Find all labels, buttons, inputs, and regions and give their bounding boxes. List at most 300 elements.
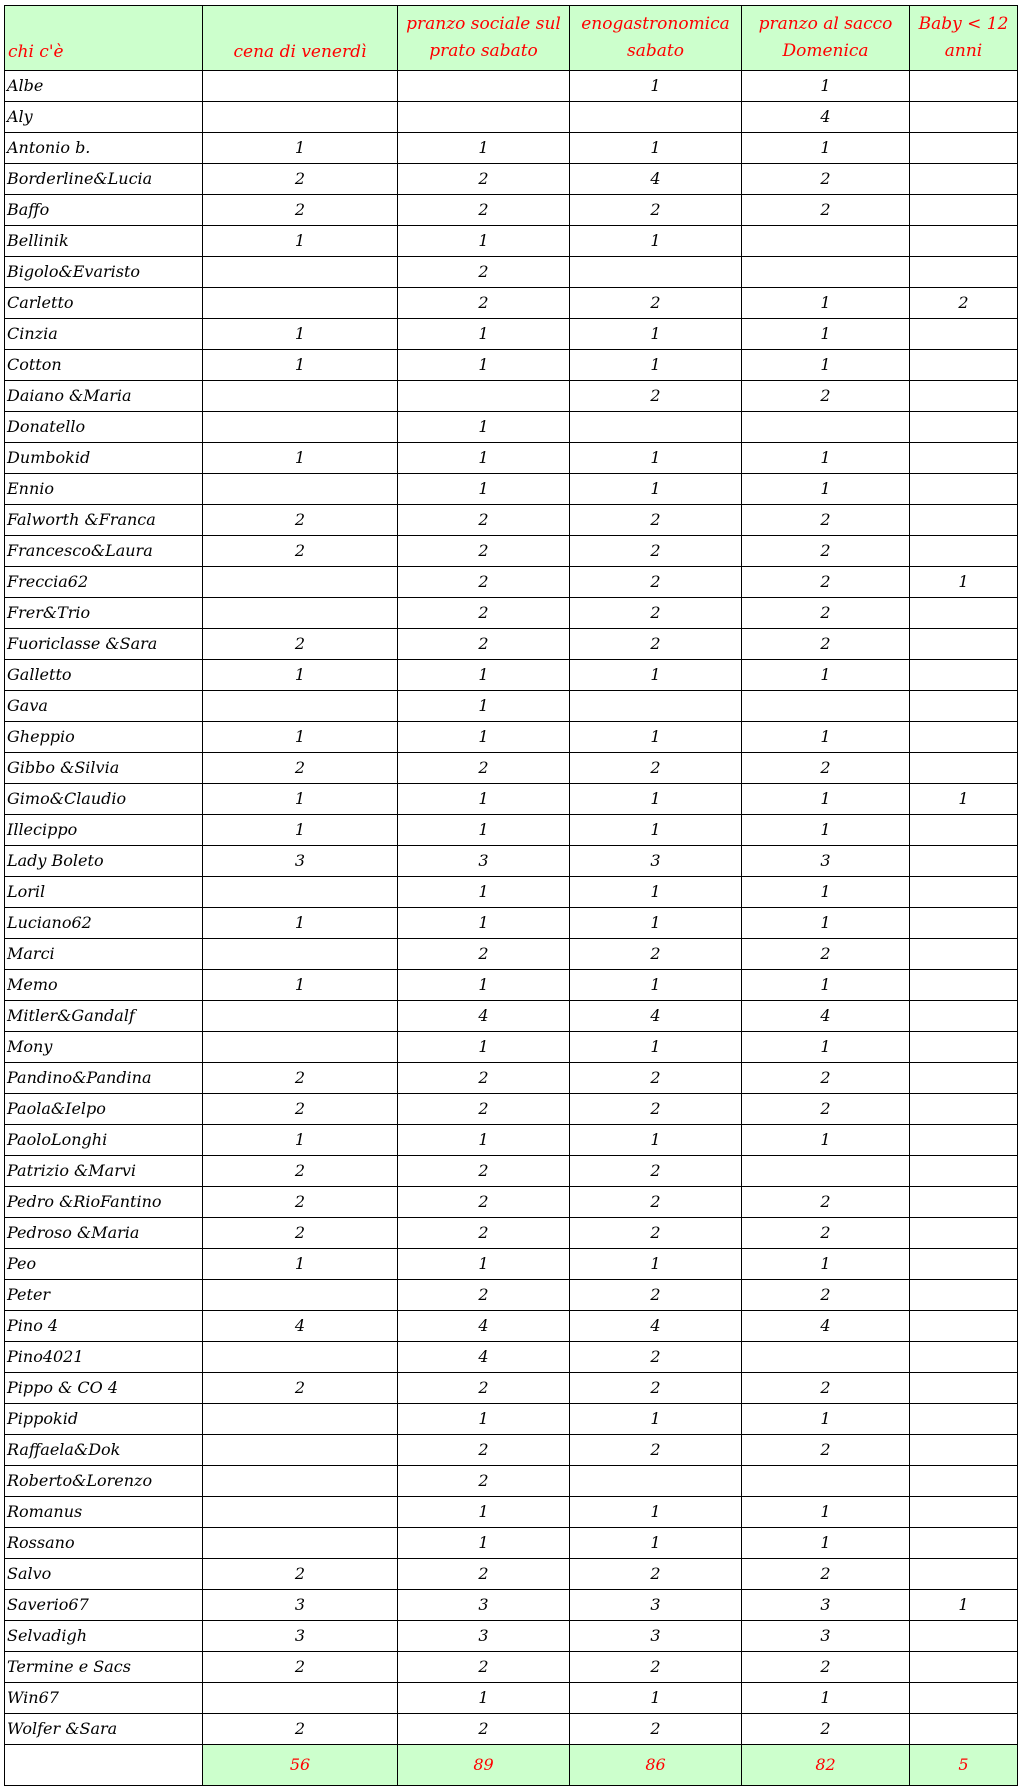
cena-venerdi-cell[interactable]: [203, 1528, 398, 1559]
name-cell[interactable]: Baffo: [5, 195, 203, 226]
pranzo-sociale-cell[interactable]: 2: [398, 164, 570, 195]
cena-venerdi-cell[interactable]: 2: [203, 753, 398, 784]
name-cell[interactable]: Pippokid: [5, 1404, 203, 1435]
cena-venerdi-cell[interactable]: [203, 257, 398, 288]
baby-cell[interactable]: [910, 1218, 1018, 1249]
name-cell[interactable]: Memo: [5, 970, 203, 1001]
enogastronomica-cell[interactable]: 2: [570, 1094, 742, 1125]
pranzo-sacco-cell[interactable]: 2: [742, 939, 910, 970]
baby-cell[interactable]: [910, 1621, 1018, 1652]
pranzo-sociale-cell[interactable]: 2: [398, 1063, 570, 1094]
cena-venerdi-cell[interactable]: 1: [203, 722, 398, 753]
enogastronomica-cell[interactable]: 1: [570, 970, 742, 1001]
pranzo-sociale-cell[interactable]: 3: [398, 1590, 570, 1621]
name-cell[interactable]: Pippo & CO 4: [5, 1373, 203, 1404]
name-cell[interactable]: Loril: [5, 877, 203, 908]
cena-venerdi-cell[interactable]: [203, 598, 398, 629]
pranzo-sacco-cell[interactable]: 2: [742, 381, 910, 412]
pranzo-sociale-cell[interactable]: 1: [398, 319, 570, 350]
header-chi-ce[interactable]: [5, 6, 203, 71]
name-cell[interactable]: Termine e Sacs: [5, 1652, 203, 1683]
baby-cell[interactable]: 2: [910, 288, 1018, 319]
pranzo-sociale-cell[interactable]: 1: [398, 660, 570, 691]
pranzo-sociale-cell[interactable]: 2: [398, 1652, 570, 1683]
baby-cell[interactable]: [910, 1466, 1018, 1497]
cena-venerdi-cell[interactable]: [203, 691, 398, 722]
pranzo-sociale-cell[interactable]: 1: [398, 722, 570, 753]
baby-cell[interactable]: [910, 1032, 1018, 1063]
enogastronomica-cell[interactable]: 4: [570, 1311, 742, 1342]
pranzo-sacco-cell[interactable]: 2: [742, 1559, 910, 1590]
pranzo-sociale-cell[interactable]: 1: [398, 474, 570, 505]
pranzo-sociale-cell[interactable]: 4: [398, 1311, 570, 1342]
pranzo-sociale-cell[interactable]: 1: [398, 1528, 570, 1559]
baby-cell[interactable]: [910, 1714, 1018, 1745]
pranzo-sociale-cell[interactable]: 4: [398, 1342, 570, 1373]
enogastronomica-cell[interactable]: 2: [570, 1342, 742, 1373]
enogastronomica-cell[interactable]: 2: [570, 1435, 742, 1466]
pranzo-sociale-cell[interactable]: 2: [398, 195, 570, 226]
pranzo-sociale-cell[interactable]: 2: [398, 1373, 570, 1404]
cena-venerdi-cell[interactable]: 1: [203, 784, 398, 815]
pranzo-sacco-cell[interactable]: 1: [742, 319, 910, 350]
cena-venerdi-cell[interactable]: 4: [203, 1311, 398, 1342]
baby-cell[interactable]: [910, 939, 1018, 970]
pranzo-sacco-cell[interactable]: 1: [742, 908, 910, 939]
baby-cell[interactable]: [910, 412, 1018, 443]
cena-venerdi-cell[interactable]: 2: [203, 1373, 398, 1404]
name-cell[interactable]: Salvo: [5, 1559, 203, 1590]
name-cell[interactable]: Ennio: [5, 474, 203, 505]
pranzo-sacco-cell[interactable]: 4: [742, 1001, 910, 1032]
name-cell[interactable]: Peo: [5, 1249, 203, 1280]
cena-venerdi-cell[interactable]: 1: [203, 226, 398, 257]
baby-cell[interactable]: [910, 133, 1018, 164]
cena-venerdi-cell[interactable]: 2: [203, 1714, 398, 1745]
pranzo-sacco-cell[interactable]: 1: [742, 1404, 910, 1435]
baby-cell[interactable]: [910, 1528, 1018, 1559]
pranzo-sociale-cell[interactable]: 2: [398, 1559, 570, 1590]
name-cell[interactable]: Mitler&Gandalf: [5, 1001, 203, 1032]
baby-cell[interactable]: [910, 1559, 1018, 1590]
cena-venerdi-cell[interactable]: 2: [203, 1218, 398, 1249]
pranzo-sacco-cell[interactable]: 2: [742, 1714, 910, 1745]
pranzo-sociale-cell[interactable]: 4: [398, 1001, 570, 1032]
enogastronomica-cell[interactable]: 2: [570, 536, 742, 567]
name-cell[interactable]: Pandino&Pandina: [5, 1063, 203, 1094]
baby-cell[interactable]: [910, 257, 1018, 288]
pranzo-sacco-cell[interactable]: 2: [742, 753, 910, 784]
total-cena-venerdi[interactable]: 56: [203, 1745, 398, 1786]
pranzo-sacco-cell[interactable]: [742, 691, 910, 722]
cena-venerdi-cell[interactable]: [203, 71, 398, 102]
name-cell[interactable]: Saverio67: [5, 1590, 203, 1621]
pranzo-sacco-cell[interactable]: 2: [742, 1435, 910, 1466]
cena-venerdi-cell[interactable]: 2: [203, 1652, 398, 1683]
pranzo-sociale-cell[interactable]: [398, 381, 570, 412]
name-cell[interactable]: PaoloLonghi: [5, 1125, 203, 1156]
cena-venerdi-cell[interactable]: [203, 288, 398, 319]
pranzo-sacco-cell[interactable]: 1: [742, 722, 910, 753]
baby-cell[interactable]: [910, 1404, 1018, 1435]
enogastronomica-cell[interactable]: 2: [570, 195, 742, 226]
pranzo-sacco-cell[interactable]: [742, 1466, 910, 1497]
enogastronomica-cell[interactable]: 2: [570, 505, 742, 536]
pranzo-sacco-cell[interactable]: 2: [742, 1218, 910, 1249]
cena-venerdi-cell[interactable]: 1: [203, 1249, 398, 1280]
baby-cell[interactable]: [910, 908, 1018, 939]
enogastronomica-cell[interactable]: 1: [570, 226, 742, 257]
cena-venerdi-cell[interactable]: 3: [203, 846, 398, 877]
name-cell[interactable]: Dumbokid: [5, 443, 203, 474]
baby-cell[interactable]: [910, 877, 1018, 908]
pranzo-sociale-cell[interactable]: 2: [398, 505, 570, 536]
name-cell[interactable]: Pino4021: [5, 1342, 203, 1373]
baby-cell[interactable]: [910, 226, 1018, 257]
baby-cell[interactable]: [910, 350, 1018, 381]
cena-venerdi-cell[interactable]: 2: [203, 195, 398, 226]
pranzo-sacco-cell[interactable]: 2: [742, 598, 910, 629]
pranzo-sociale-cell[interactable]: 2: [398, 1218, 570, 1249]
baby-cell[interactable]: [910, 1094, 1018, 1125]
enogastronomica-cell[interactable]: [570, 1466, 742, 1497]
total-pranzo-sacco[interactable]: 82: [742, 1745, 910, 1786]
baby-cell[interactable]: [910, 691, 1018, 722]
enogastronomica-cell[interactable]: 2: [570, 1063, 742, 1094]
header-pranzo-sociale[interactable]: [398, 6, 570, 71]
enogastronomica-cell[interactable]: 3: [570, 846, 742, 877]
baby-cell[interactable]: [910, 629, 1018, 660]
enogastronomica-cell[interactable]: 2: [570, 753, 742, 784]
pranzo-sacco-cell[interactable]: 2: [742, 1373, 910, 1404]
name-cell[interactable]: Pedroso &Maria: [5, 1218, 203, 1249]
name-cell[interactable]: Illecippo: [5, 815, 203, 846]
baby-cell[interactable]: [910, 1187, 1018, 1218]
enogastronomica-cell[interactable]: [570, 412, 742, 443]
pranzo-sacco-cell[interactable]: 1: [742, 660, 910, 691]
name-cell[interactable]: Gava: [5, 691, 203, 722]
baby-cell[interactable]: [910, 753, 1018, 784]
cena-venerdi-cell[interactable]: 1: [203, 133, 398, 164]
enogastronomica-cell[interactable]: 1: [570, 1125, 742, 1156]
name-cell[interactable]: Gheppio: [5, 722, 203, 753]
cena-venerdi-cell[interactable]: 2: [203, 164, 398, 195]
cena-venerdi-cell[interactable]: [203, 1404, 398, 1435]
name-cell[interactable]: Pedro &RioFantino: [5, 1187, 203, 1218]
name-cell[interactable]: Antonio b.: [5, 133, 203, 164]
name-cell[interactable]: Selvadigh: [5, 1621, 203, 1652]
baby-cell[interactable]: [910, 1435, 1018, 1466]
baby-cell[interactable]: [910, 1125, 1018, 1156]
enogastronomica-cell[interactable]: 2: [570, 629, 742, 660]
cena-venerdi-cell[interactable]: 3: [203, 1621, 398, 1652]
pranzo-sociale-cell[interactable]: 1: [398, 1249, 570, 1280]
cena-venerdi-cell[interactable]: [203, 877, 398, 908]
baby-cell[interactable]: [910, 1342, 1018, 1373]
pranzo-sociale-cell[interactable]: 2: [398, 1156, 570, 1187]
baby-cell[interactable]: [910, 1497, 1018, 1528]
name-cell[interactable]: Daiano &Maria: [5, 381, 203, 412]
name-cell[interactable]: Donatello: [5, 412, 203, 443]
pranzo-sacco-cell[interactable]: 1: [742, 1497, 910, 1528]
baby-cell[interactable]: 1: [910, 567, 1018, 598]
pranzo-sacco-cell[interactable]: 2: [742, 567, 910, 598]
cena-venerdi-cell[interactable]: 1: [203, 1125, 398, 1156]
pranzo-sacco-cell[interactable]: [742, 1156, 910, 1187]
enogastronomica-cell[interactable]: 1: [570, 1528, 742, 1559]
total-enogastronomica[interactable]: 86: [570, 1745, 742, 1786]
enogastronomica-cell[interactable]: 3: [570, 1621, 742, 1652]
cena-venerdi-cell[interactable]: 2: [203, 1094, 398, 1125]
baby-cell[interactable]: [910, 102, 1018, 133]
header-cena-venerdi[interactable]: [203, 6, 398, 71]
name-cell[interactable]: Carletto: [5, 288, 203, 319]
name-cell[interactable]: Pino 4: [5, 1311, 203, 1342]
enogastronomica-cell[interactable]: 1: [570, 908, 742, 939]
enogastronomica-cell[interactable]: 4: [570, 164, 742, 195]
pranzo-sociale-cell[interactable]: 3: [398, 1621, 570, 1652]
enogastronomica-cell[interactable]: 2: [570, 1714, 742, 1745]
pranzo-sacco-cell[interactable]: [742, 1342, 910, 1373]
baby-cell[interactable]: [910, 505, 1018, 536]
pranzo-sacco-cell[interactable]: 1: [742, 350, 910, 381]
name-cell[interactable]: Bigolo&Evaristo: [5, 257, 203, 288]
pranzo-sacco-cell[interactable]: 2: [742, 505, 910, 536]
baby-cell[interactable]: [910, 1249, 1018, 1280]
baby-cell[interactable]: [910, 71, 1018, 102]
name-cell[interactable]: Borderline&Lucia: [5, 164, 203, 195]
pranzo-sociale-cell[interactable]: 1: [398, 350, 570, 381]
name-cell[interactable]: Roberto&Lorenzo: [5, 1466, 203, 1497]
baby-cell[interactable]: [910, 1652, 1018, 1683]
cena-venerdi-cell[interactable]: 2: [203, 536, 398, 567]
pranzo-sacco-cell[interactable]: 2: [742, 1187, 910, 1218]
enogastronomica-cell[interactable]: 1: [570, 660, 742, 691]
baby-cell[interactable]: [910, 722, 1018, 753]
enogastronomica-cell[interactable]: 2: [570, 598, 742, 629]
enogastronomica-cell[interactable]: 2: [570, 1156, 742, 1187]
pranzo-sacco-cell[interactable]: 2: [742, 1280, 910, 1311]
enogastronomica-cell[interactable]: 1: [570, 319, 742, 350]
header-pranzo-sacco[interactable]: [742, 6, 910, 71]
pranzo-sociale-cell[interactable]: 1: [398, 1683, 570, 1714]
pranzo-sacco-cell[interactable]: 2: [742, 1652, 910, 1683]
enogastronomica-cell[interactable]: 2: [570, 1373, 742, 1404]
name-cell[interactable]: Mony: [5, 1032, 203, 1063]
pranzo-sociale-cell[interactable]: 1: [398, 970, 570, 1001]
cena-venerdi-cell[interactable]: [203, 1497, 398, 1528]
cena-venerdi-cell[interactable]: [203, 939, 398, 970]
pranzo-sociale-cell[interactable]: 3: [398, 846, 570, 877]
pranzo-sacco-cell[interactable]: 2: [742, 1094, 910, 1125]
enogastronomica-cell[interactable]: 2: [570, 939, 742, 970]
baby-cell[interactable]: [910, 536, 1018, 567]
baby-cell[interactable]: [910, 474, 1018, 505]
pranzo-sacco-cell[interactable]: 1: [742, 1683, 910, 1714]
cena-venerdi-cell[interactable]: [203, 1342, 398, 1373]
enogastronomica-cell[interactable]: [570, 102, 742, 133]
enogastronomica-cell[interactable]: 3: [570, 1590, 742, 1621]
enogastronomica-cell[interactable]: 1: [570, 1249, 742, 1280]
name-cell[interactable]: Fuoriclasse &Sara: [5, 629, 203, 660]
cena-venerdi-cell[interactable]: [203, 102, 398, 133]
pranzo-sociale-cell[interactable]: [398, 102, 570, 133]
pranzo-sociale-cell[interactable]: 2: [398, 939, 570, 970]
pranzo-sociale-cell[interactable]: 1: [398, 908, 570, 939]
baby-cell[interactable]: [910, 443, 1018, 474]
total-pranzo-sociale[interactable]: 89: [398, 1745, 570, 1786]
baby-cell[interactable]: [910, 846, 1018, 877]
pranzo-sacco-cell[interactable]: 1: [742, 133, 910, 164]
enogastronomica-cell[interactable]: 1: [570, 443, 742, 474]
cena-venerdi-cell[interactable]: [203, 474, 398, 505]
name-cell[interactable]: Francesco&Laura: [5, 536, 203, 567]
name-cell[interactable]: Luciano62: [5, 908, 203, 939]
pranzo-sacco-cell[interactable]: 1: [742, 815, 910, 846]
enogastronomica-cell[interactable]: [570, 691, 742, 722]
cena-venerdi-cell[interactable]: [203, 381, 398, 412]
pranzo-sacco-cell[interactable]: 4: [742, 1311, 910, 1342]
pranzo-sociale-cell[interactable]: 2: [398, 1280, 570, 1311]
baby-cell[interactable]: [910, 1373, 1018, 1404]
cena-venerdi-cell[interactable]: 1: [203, 443, 398, 474]
baby-cell[interactable]: 1: [910, 1590, 1018, 1621]
header-enogastronomica[interactable]: [570, 6, 742, 71]
cena-venerdi-cell[interactable]: [203, 1280, 398, 1311]
totals-label-cell[interactable]: [5, 1745, 203, 1786]
name-cell[interactable]: Raffaela&Dok: [5, 1435, 203, 1466]
pranzo-sacco-cell[interactable]: 1: [742, 474, 910, 505]
cena-venerdi-cell[interactable]: [203, 1466, 398, 1497]
baby-cell[interactable]: [910, 1001, 1018, 1032]
header-baby[interactable]: [910, 6, 1018, 71]
pranzo-sacco-cell[interactable]: 3: [742, 846, 910, 877]
cena-venerdi-cell[interactable]: [203, 1435, 398, 1466]
baby-cell[interactable]: [910, 164, 1018, 195]
baby-cell[interactable]: [910, 381, 1018, 412]
pranzo-sociale-cell[interactable]: 1: [398, 133, 570, 164]
name-cell[interactable]: Cotton: [5, 350, 203, 381]
pranzo-sociale-cell[interactable]: 1: [398, 1032, 570, 1063]
enogastronomica-cell[interactable]: 1: [570, 815, 742, 846]
cena-venerdi-cell[interactable]: 1: [203, 319, 398, 350]
name-cell[interactable]: Win67: [5, 1683, 203, 1714]
name-cell[interactable]: Cinzia: [5, 319, 203, 350]
name-cell[interactable]: Lady Boleto: [5, 846, 203, 877]
name-cell[interactable]: Bellinik: [5, 226, 203, 257]
name-cell[interactable]: Gibbo &Silvia: [5, 753, 203, 784]
enogastronomica-cell[interactable]: 1: [570, 474, 742, 505]
cena-venerdi-cell[interactable]: 2: [203, 1063, 398, 1094]
enogastronomica-cell[interactable]: [570, 257, 742, 288]
name-cell[interactable]: Aly: [5, 102, 203, 133]
pranzo-sociale-cell[interactable]: 2: [398, 567, 570, 598]
enogastronomica-cell[interactable]: 1: [570, 133, 742, 164]
enogastronomica-cell[interactable]: 2: [570, 1280, 742, 1311]
pranzo-sociale-cell[interactable]: 2: [398, 629, 570, 660]
cena-venerdi-cell[interactable]: [203, 1001, 398, 1032]
enogastronomica-cell[interactable]: 4: [570, 1001, 742, 1032]
enogastronomica-cell[interactable]: 2: [570, 1187, 742, 1218]
pranzo-sacco-cell[interactable]: [742, 257, 910, 288]
pranzo-sacco-cell[interactable]: 2: [742, 1063, 910, 1094]
name-cell[interactable]: Frer&Trio: [5, 598, 203, 629]
pranzo-sociale-cell[interactable]: 2: [398, 1714, 570, 1745]
enogastronomica-cell[interactable]: 2: [570, 1218, 742, 1249]
cena-venerdi-cell[interactable]: 2: [203, 1187, 398, 1218]
enogastronomica-cell[interactable]: 1: [570, 1032, 742, 1063]
pranzo-sacco-cell[interactable]: [742, 226, 910, 257]
pranzo-sacco-cell[interactable]: 1: [742, 71, 910, 102]
cena-venerdi-cell[interactable]: [203, 567, 398, 598]
baby-cell[interactable]: [910, 195, 1018, 226]
name-cell[interactable]: Romanus: [5, 1497, 203, 1528]
pranzo-sociale-cell[interactable]: 2: [398, 1435, 570, 1466]
pranzo-sociale-cell[interactable]: 1: [398, 1125, 570, 1156]
pranzo-sociale-cell[interactable]: 1: [398, 784, 570, 815]
cena-venerdi-cell[interactable]: 3: [203, 1590, 398, 1621]
name-cell[interactable]: Paola&Ielpo: [5, 1094, 203, 1125]
enogastronomica-cell[interactable]: 1: [570, 350, 742, 381]
pranzo-sociale-cell[interactable]: 1: [398, 877, 570, 908]
name-cell[interactable]: Rossano: [5, 1528, 203, 1559]
pranzo-sacco-cell[interactable]: 2: [742, 629, 910, 660]
cena-venerdi-cell[interactable]: [203, 1032, 398, 1063]
baby-cell[interactable]: 1: [910, 784, 1018, 815]
cena-venerdi-cell[interactable]: 1: [203, 970, 398, 1001]
name-cell[interactable]: Falworth &Franca: [5, 505, 203, 536]
pranzo-sacco-cell[interactable]: 2: [742, 195, 910, 226]
pranzo-sacco-cell[interactable]: 1: [742, 1125, 910, 1156]
name-cell[interactable]: Wolfer &Sara: [5, 1714, 203, 1745]
name-cell[interactable]: Peter: [5, 1280, 203, 1311]
pranzo-sacco-cell[interactable]: 2: [742, 536, 910, 567]
pranzo-sacco-cell[interactable]: 1: [742, 784, 910, 815]
cena-venerdi-cell[interactable]: 2: [203, 629, 398, 660]
pranzo-sociale-cell[interactable]: 2: [398, 1466, 570, 1497]
baby-cell[interactable]: [910, 660, 1018, 691]
pranzo-sacco-cell[interactable]: 1: [742, 970, 910, 1001]
pranzo-sacco-cell[interactable]: 1: [742, 1032, 910, 1063]
pranzo-sociale-cell[interactable]: 2: [398, 1094, 570, 1125]
pranzo-sociale-cell[interactable]: 2: [398, 536, 570, 567]
pranzo-sociale-cell[interactable]: 1: [398, 412, 570, 443]
enogastronomica-cell[interactable]: 1: [570, 71, 742, 102]
pranzo-sociale-cell[interactable]: 1: [398, 815, 570, 846]
enogastronomica-cell[interactable]: 2: [570, 381, 742, 412]
pranzo-sociale-cell[interactable]: 1: [398, 1497, 570, 1528]
name-cell[interactable]: Patrizio &Marvi: [5, 1156, 203, 1187]
enogastronomica-cell[interactable]: 1: [570, 1404, 742, 1435]
pranzo-sociale-cell[interactable]: 2: [398, 257, 570, 288]
name-cell[interactable]: Albe: [5, 71, 203, 102]
name-cell[interactable]: Marci: [5, 939, 203, 970]
enogastronomica-cell[interactable]: 2: [570, 288, 742, 319]
baby-cell[interactable]: [910, 1280, 1018, 1311]
baby-cell[interactable]: [910, 1063, 1018, 1094]
pranzo-sacco-cell[interactable]: 1: [742, 288, 910, 319]
enogastronomica-cell[interactable]: 1: [570, 1497, 742, 1528]
pranzo-sociale-cell[interactable]: 2: [398, 1187, 570, 1218]
cena-venerdi-cell[interactable]: 2: [203, 1559, 398, 1590]
pranzo-sacco-cell[interactable]: 1: [742, 877, 910, 908]
name-cell[interactable]: Gimo&Claudio: [5, 784, 203, 815]
name-cell[interactable]: Freccia62: [5, 567, 203, 598]
enogastronomica-cell[interactable]: 2: [570, 1559, 742, 1590]
cena-venerdi-cell[interactable]: 2: [203, 1156, 398, 1187]
pranzo-sociale-cell[interactable]: 2: [398, 598, 570, 629]
pranzo-sociale-cell[interactable]: [398, 71, 570, 102]
